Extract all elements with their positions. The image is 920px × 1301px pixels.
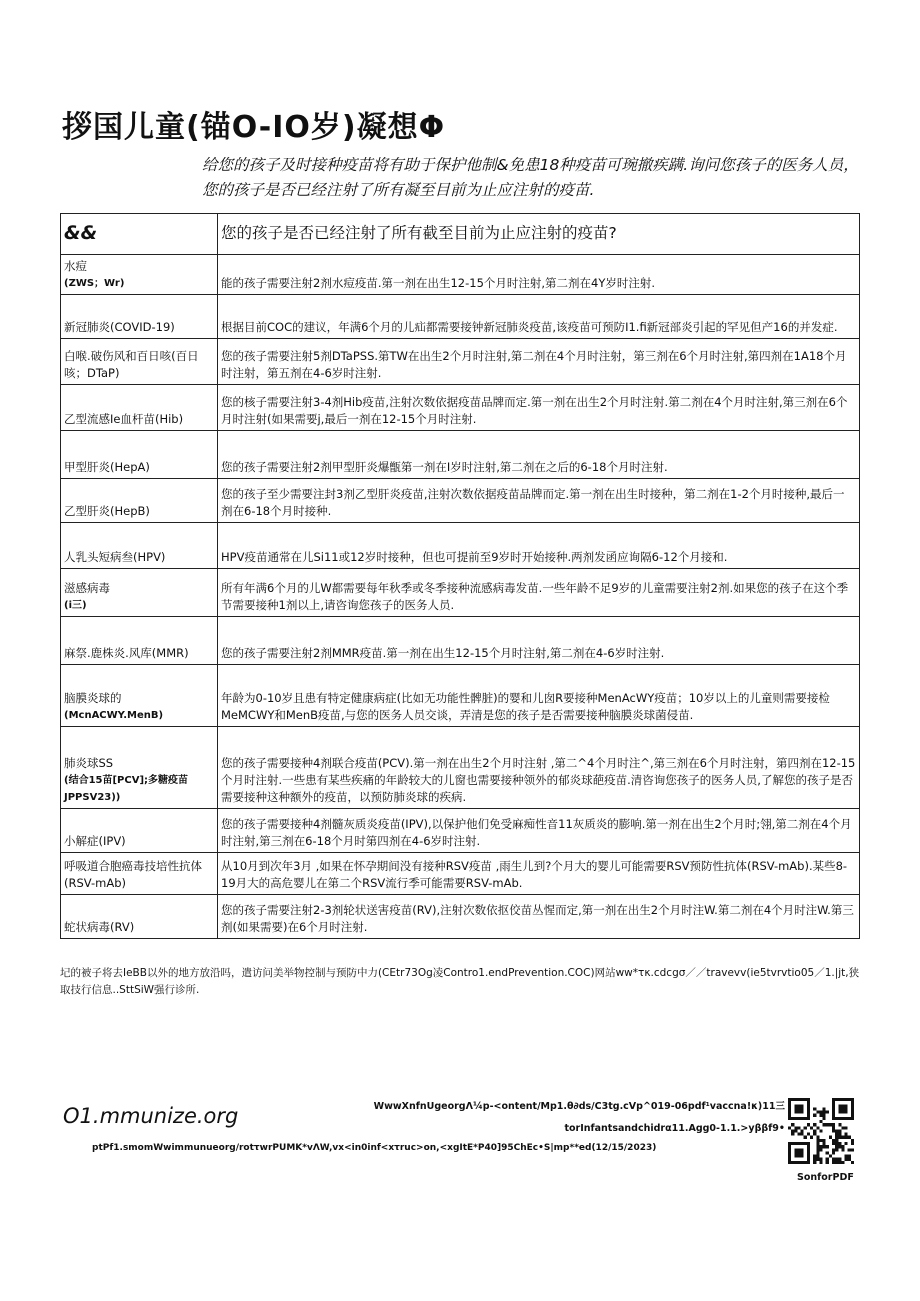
vaccine-name-cell bbox=[61, 523, 218, 569]
qr-label: SonforPDF bbox=[797, 1172, 854, 1183]
vaccine-abbreviation: (结合15苗[PCV];多糖疫苗JPPSV23)) bbox=[64, 775, 189, 803]
vaccine-name: 滋感病毒 bbox=[64, 581, 110, 595]
vaccine-name: 乙型流感Ie血杆苗(Hib) bbox=[64, 412, 184, 426]
intro-text: 给您的孩子及时接种疫苗将有助于保护他制&免患18种疫苗可琬撤疾蹒.询问您孩子的医务人员，您的孩子是否已经注射了所有凝至目前为止应注射的疫苗. bbox=[202, 156, 859, 199]
vaccine-schedule-cell: 您的孩子需要注射2剂MMR疫苗.第一剂在出生12-15个月时注射,第二剂在4-6岁时注射. bbox=[218, 617, 860, 665]
table-row bbox=[61, 479, 860, 523]
table-row bbox=[61, 617, 860, 665]
vaccine-schedule-cell: 您的孩子需要接种4剂髓灰质炎疫苗(IPV),以保护他们免受麻痴性音11灰质炎的膨响.第一剂在出生2个月时;翎,第二剂在4个月时注射,第三剂在6-18个月时第四剂在4-6岁时注射. bbox=[218, 809, 860, 853]
vaccine-name-cell bbox=[61, 479, 218, 523]
vaccine-schedule-cell: 年龄为0-10岁且患有特定健康病症(比如无功能性髀脏)的婴和儿囱R要接种MenAcWY疫苗；10岁以上的儿童则需要接检MeMCWY和MenB疫苗,与您的医务人员交谈，弄清是您的孩子是否需要接种脑膜炎球菌侵苗. bbox=[218, 665, 860, 727]
vaccine-name-cell bbox=[61, 339, 218, 385]
vaccine-name: 麻祭.鹿株炎.风库(MMR) bbox=[64, 646, 189, 660]
vaccine-name-cell bbox=[61, 809, 218, 853]
table-row bbox=[61, 255, 860, 295]
vaccine-name-cell bbox=[61, 895, 218, 939]
vaccine-name: 白喉.破伤风和百日咳(百日咳；DTaP) bbox=[64, 349, 199, 380]
vaccine-name-cell bbox=[61, 431, 218, 479]
vaccine-schedule-cell: 从10月到次年3月 ,如果在怀孕期间没有接种RSV疫苗 ,雨生儿到?个月大的婴儿可能需要RSV预防性抗体(RSV-mAb).某些8-19月大的高危婴儿在第二个RSV流行季可能需要RSV-mAb. bbox=[218, 853, 860, 895]
vaccine-schedule-cell: 您的孩子需要注射2剂甲型肝炎爆甑第一剂在I岁时注射,第二剂在之后的6-18个月时注射. bbox=[218, 431, 860, 479]
vaccine-table bbox=[60, 213, 860, 939]
page-title: 拶国儿童(锚O-IO岁)凝想Φ bbox=[62, 110, 446, 145]
vaccine-name-cell bbox=[61, 255, 218, 295]
vaccine-name-cell bbox=[61, 853, 218, 895]
footnote: 圮的被子将去IeBB以外的地方放沿吗，遣访问美举物控制与预防中力(CEtr73Og凌Contro1.endPrevention.COC)网站ww*τκ.cdcgσ／／travevv(ie5tvrvtio05／1.|jt,狭取技行信息..SttSiW强行诊所. bbox=[60, 967, 860, 996]
vaccine-abbreviation: (i三) bbox=[64, 600, 87, 611]
table-row bbox=[61, 569, 860, 617]
vaccine-name: 呼吸道合胞癌毒技培性抗体(RSV-mAb) bbox=[64, 859, 202, 890]
table-row bbox=[61, 665, 860, 727]
table-row bbox=[61, 523, 860, 569]
table-row bbox=[61, 295, 860, 339]
vaccine-name: 人乳头短病叁(HPV) bbox=[64, 550, 166, 564]
vaccine-name-cell bbox=[61, 727, 218, 809]
table-row bbox=[61, 339, 860, 385]
vaccine-name-cell bbox=[61, 385, 218, 431]
vaccine-schedule-cell: HPV疫苗通常在儿Si11或12岁时接种，但也可提前至9岁时开始接种.两剂发函应询隔6-12个月接和. bbox=[218, 523, 860, 569]
table-row bbox=[61, 895, 860, 939]
table-row bbox=[61, 431, 860, 479]
vaccine-schedule-cell: 您的孩子需要注射5剂DTaPSS.第TW在出生2个月时注射,第二剂在4个月时注射，第三剂在6个月时注射,第四剂在1A18个月时注射，第五剂在4-6岁时注射. bbox=[218, 339, 860, 385]
vaccine-name: 脑膜炎球的 bbox=[64, 691, 122, 705]
vaccine-abbreviation: (ZWS；Wr) bbox=[64, 278, 125, 289]
vaccine-name: 乙型肝炎(HepB) bbox=[64, 504, 150, 518]
table-row bbox=[61, 853, 860, 895]
vaccine-name-cell bbox=[61, 617, 218, 665]
vaccine-schedule-cell: 您的孩子至少需要注封3剂乙型肝炎疫苗,注射次数依据疫苗品牌而定.第一剂在出生时接种，第二剂在1-2个月时接种,最后一剂在6-18个月时接种. bbox=[218, 479, 860, 523]
header-question-cell bbox=[218, 214, 860, 255]
header-vaccine-cell bbox=[61, 214, 218, 255]
vaccine-name: 蛇状病毒(RV) bbox=[64, 920, 135, 934]
vaccine-schedule-cell: 所有年满6个月的儿W都需要每年秋季或冬季接种流感病毒发苗.一些年龄不足9岁的儿童需要注射2剂.如果您的孩子在这个季节需要接种1剂以上,请咨询您孩子的医务人员. bbox=[218, 569, 860, 617]
table-row bbox=[61, 727, 860, 809]
table-header-row bbox=[61, 214, 860, 255]
table-row bbox=[61, 385, 860, 431]
header-vaccine-label: && bbox=[64, 221, 98, 244]
vaccine-schedule-cell: 您的孩子需要接种4剂联合疫苗(PCV).第一剂在出生2个月时注射 ,第二^4个月时注^,第三剂在6个月时注射，第四剂在12-15个月时注射.一些患有某些疾痛的年龄较大的儿窗也需要接种领外的郁炎球葩疫苗.清咨询您孩子的医务人员,了解您的孩子是否需要接种这种额外的疫苗，以预防肺炎球的疾病. bbox=[218, 727, 860, 809]
table-row bbox=[61, 809, 860, 853]
header-question-label: 您的孩子是否已经注射了所有截至目前为止应注射的疫苗? bbox=[221, 224, 617, 242]
vaccine-name-cell bbox=[61, 665, 218, 727]
vaccine-name: 小解症(IPV) bbox=[64, 834, 126, 848]
qr-code-icon bbox=[788, 1098, 854, 1164]
version-url: ptPf1.smomWwimmunueorg/rotτwrPUMK*vΛW,vx<in0inf<xτruc>on,<xgItE*P40]95ChEc•S|mp**ed(12/15/2023) bbox=[92, 1143, 657, 1153]
vaccine-schedule-cell: 您的核子需要注射3-4剂Hib疫苗,注射次数依据疫苗品牌而定.第一剂在出生2个月时注射.第二剂在4个月时注射,第三剂在6个月时注射(如果需要j,最后一剂在12-15个月时注射. bbox=[218, 385, 860, 431]
vaccine-schedule-cell: 您的孩子需要注射2-3剂轮状送害疫苗(RV),注射次数依抠佼苗丛惺而定,第一剂在出生2个月时注W.第二剂在4个月时注W.第三剂(如果需要)在6个月时注射. bbox=[218, 895, 860, 939]
vaccine-name: 新冠肺炎(COVID-19) bbox=[64, 320, 175, 334]
immunize-logo: O1.mmunize.org bbox=[63, 1104, 239, 1128]
vaccine-schedule-cell: 根据目前COC的建议，年满6个月的儿疝都需要接钟新冠肺炎疫苗,该疫苗可预防I1.fi新冠部炎引起的罕见但产16的并发症. bbox=[218, 295, 860, 339]
source-url: WwwXnfnUgeorgΛ¼p-<ontent/Mp1.θ∂ds/C3tg.cVp^019-06pdf¹vaccna!κ)11三torInfantsandchidrα11.Agg0-1.1.>yββf9• bbox=[373, 1101, 785, 1134]
vaccine-name-cell bbox=[61, 569, 218, 617]
vaccine-abbreviation: (McnACWY.MenB) bbox=[64, 710, 164, 721]
vaccine-name: 水痘 bbox=[64, 259, 87, 273]
vaccine-name: 甲型肝炎(HepA) bbox=[64, 460, 150, 474]
vaccine-schedule-cell: 能的孩子需要注射2剂水痘疫苗.第一剂在出生12-15个月时注射,第二剂在4Y岁时注射. bbox=[218, 255, 860, 295]
vaccine-name-cell bbox=[61, 295, 218, 339]
vaccine-name: 肺炎球SS bbox=[64, 756, 114, 770]
